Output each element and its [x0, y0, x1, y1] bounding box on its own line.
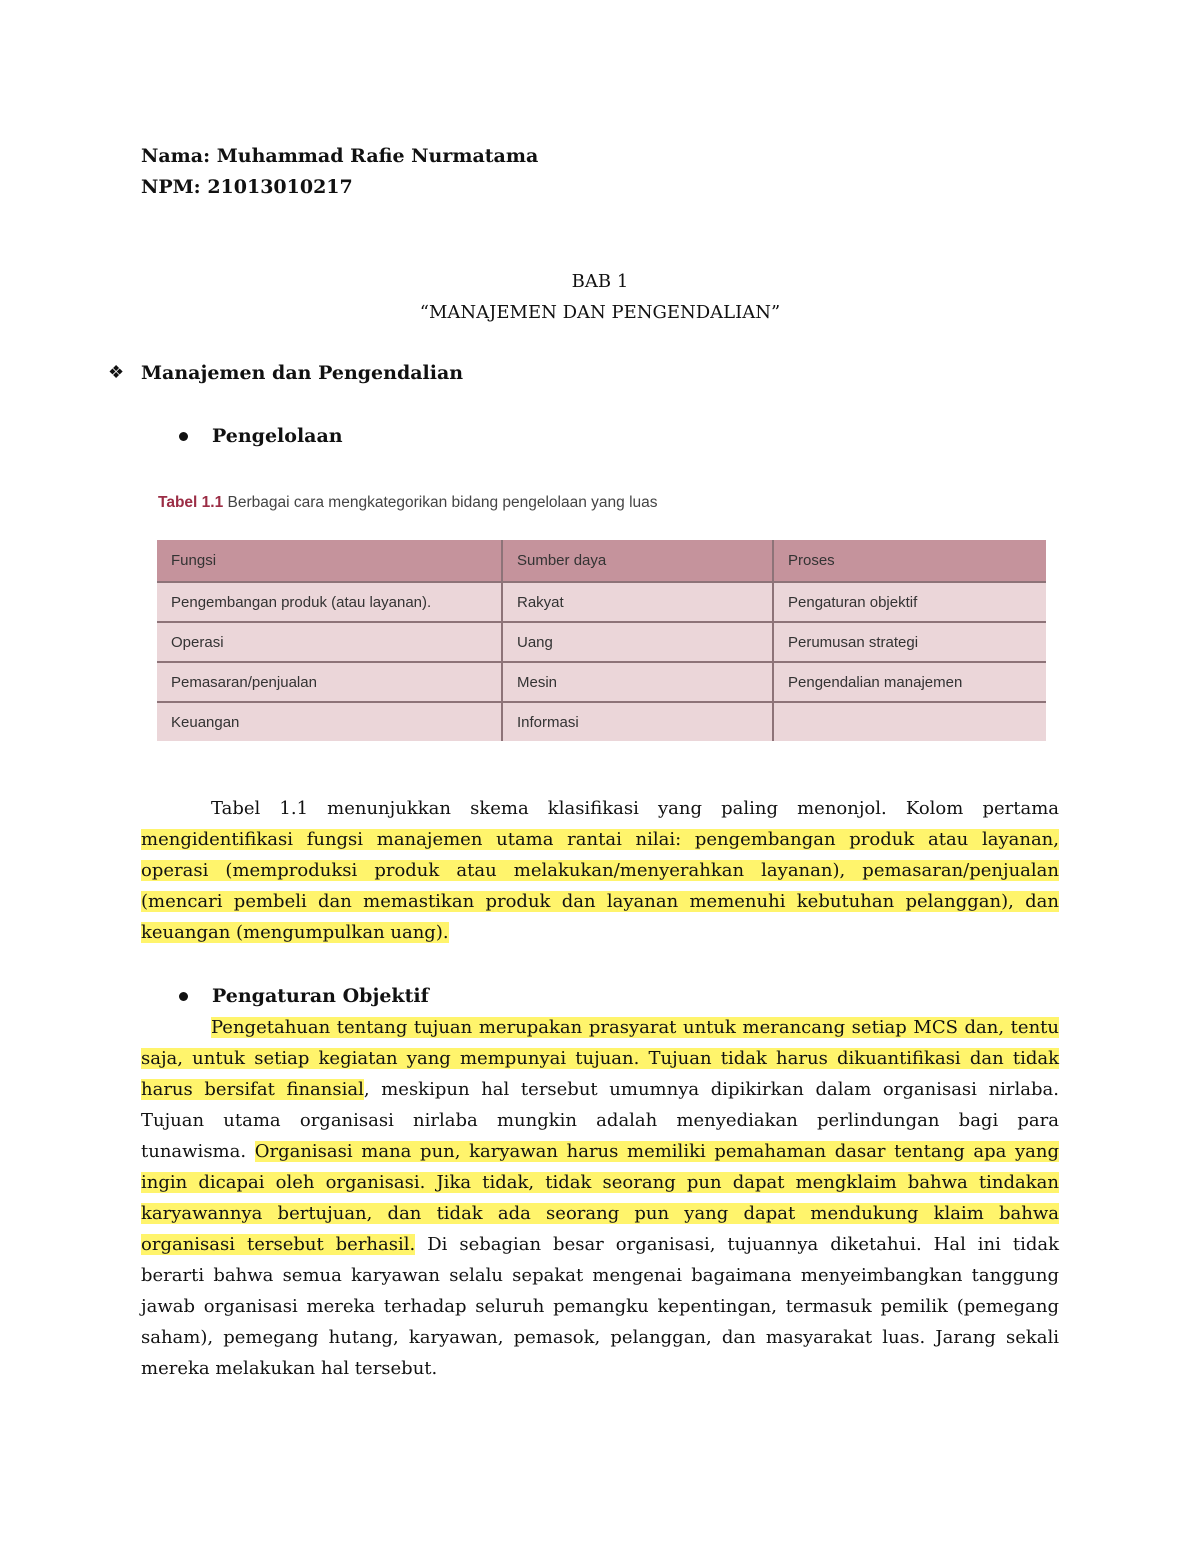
paragraph-line	[141, 1074, 1059, 1105]
table-cell: Pengaturan objektif	[773, 582, 1046, 622]
table-cell: Uang	[502, 622, 773, 662]
paragraph-objective-setting	[141, 1012, 1059, 1384]
table-cell: Perumusan strategi	[773, 622, 1046, 662]
highlighted-text: Organisasi mana pun, karyawan harus memiliki pemahaman dasar tentang apa yang	[254, 1141, 1060, 1162]
highlighted-text: saja, untuk setiap kegiatan yang mempunyai tujuan. Tujuan tidak harus dikuantifikasi dan tidak	[141, 1048, 1059, 1069]
table-caption	[158, 494, 658, 512]
table-header-cell: Proses	[773, 540, 1046, 582]
table-cell: Rakyat	[502, 582, 773, 622]
table-header-cell: Fungsi	[157, 540, 502, 582]
student-name: Nama: Muhammad Rafie Nurmatama	[141, 145, 539, 167]
diamond-bullet-icon: ❖	[108, 362, 125, 383]
subsection-title: Pengaturan Objektif	[212, 985, 429, 1007]
paragraph-line	[141, 855, 1059, 886]
table-caption-number: Tabel 1.1	[158, 494, 224, 511]
subsection-heading	[179, 981, 579, 1011]
highlighted-text: harus bersifat finansial	[141, 1079, 364, 1100]
section-title: Manajemen dan Pengendalian	[141, 362, 464, 384]
paragraph-line	[141, 886, 1059, 917]
paragraph-line	[141, 1167, 1059, 1198]
table-cell: Operasi	[157, 622, 502, 662]
table-row	[157, 662, 1046, 702]
student-npm: NPM: 21013010217	[141, 176, 353, 198]
paragraph-line	[141, 1229, 1059, 1260]
section-heading	[108, 358, 464, 388]
highlighted-text: mengidentifikasi fungsi manajemen utama rantai nilai: pengembangan produk atau layanan,	[141, 829, 1059, 850]
table-cell: Pengembangan produk (atau layanan).	[157, 582, 502, 622]
paragraph-line	[141, 1198, 1059, 1229]
plain-text: Di sebagian besar organisasi, tujuannya diketahui. Hal ini tidak	[415, 1234, 1059, 1255]
table-cell: Pemasaran/penjualan	[157, 662, 502, 702]
paragraph-line: saham), pemegang hutang, karyawan, pemasok, pelanggan, dan masyarakat luas. Jarang sekali	[141, 1327, 1059, 1348]
bullet-dot-icon	[179, 432, 188, 441]
highlighted-text: operasi (memproduksi produk atau melakukan/menyerahkan layanan), pemasaran/penjualan	[141, 860, 1059, 881]
subsection-heading	[179, 421, 579, 451]
table-cell: Pengendalian manajemen	[773, 662, 1046, 702]
highlighted-text: karyawannya bertujuan, dan tidak ada seorang pun yang dapat mendukung klaim bahwa	[141, 1203, 1059, 1224]
table-cell: Keuangan	[157, 702, 502, 741]
paragraph-line: Tujuan utama organisasi nirlaba mungkin adalah menyediakan perlindungan bagi para	[141, 1110, 1059, 1131]
table-header-row	[157, 540, 1046, 582]
plain-text: tunawisma.	[141, 1141, 255, 1162]
highlighted-text: Pengetahuan tentang tujuan merupakan prasyarat untuk merancang setiap MCS dan, tentu	[211, 1017, 1059, 1038]
table-cell	[773, 702, 1046, 741]
paragraph-table-explanation	[141, 793, 1059, 948]
management-table	[157, 540, 1046, 741]
table-caption-text: Berbagai cara mengkategorikan bidang pengelolaan yang luas	[227, 494, 658, 511]
chapter-title: “MANAJEMEN DAN PENGENDALIAN”	[419, 302, 781, 323]
paragraph-line	[141, 1012, 1059, 1043]
highlighted-text: keuangan (mengumpulkan uang).	[141, 922, 449, 943]
paragraph-line	[141, 1043, 1059, 1074]
highlighted-text: ingin dicapai oleh organisasi. Jika tidak, tidak seorang pun dapat mengklaim bahwa tindakan	[141, 1172, 1059, 1193]
table-row	[157, 582, 1046, 622]
table-header-cell: Sumber daya	[502, 540, 773, 582]
table-row	[157, 622, 1046, 662]
highlighted-text: organisasi tersebut berhasil.	[141, 1234, 416, 1255]
paragraph-line: Tabel 1.1 menunjukkan skema klasifikasi yang paling menonjol. Kolom pertama	[211, 798, 1059, 819]
paragraph-line	[141, 824, 1059, 855]
paragraph-line: jawab organisasi mereka terhadap seluruh pemangku kepentingan, termasuk pemilik (pemegang	[141, 1296, 1059, 1317]
highlighted-text: (mencari pembeli dan memastikan produk dan layanan memenuhi kebutuhan pelanggan), dan	[141, 891, 1059, 912]
paragraph-line	[141, 917, 1059, 948]
chapter-number: BAB 1	[571, 271, 629, 292]
table-row	[157, 702, 1046, 741]
bullet-dot-icon	[179, 992, 188, 1001]
paragraph-line: berarti bahwa semua karyawan selalu sepakat mengenai bagaimana menyeimbangkan tanggung	[141, 1265, 1059, 1286]
paragraph-line	[141, 1136, 1059, 1167]
table-cell: Mesin	[502, 662, 773, 702]
paragraph-line: mereka melakukan hal tersebut.	[141, 1358, 438, 1379]
subsection-title: Pengelolaan	[212, 425, 343, 447]
table-cell: Informasi	[502, 702, 773, 741]
plain-text: , meskipun hal tersebut umumnya dipikirkan dalam organisasi nirlaba.	[363, 1079, 1059, 1100]
